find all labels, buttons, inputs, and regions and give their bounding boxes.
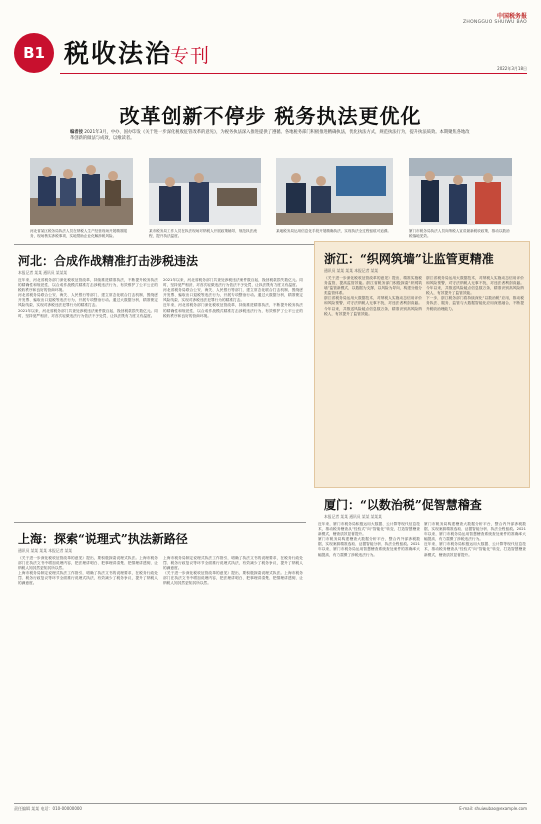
article-paragraph: 《关于进一步深化税收征管改革的意见》提出，要积极探索说理式执法。上海市税务部门在执法文书中增加说理内容，把法理讲明白、把事理讲清楚、把情理讲透彻，让纳税人知其然更知其所以然。 (18, 556, 158, 571)
article-body-shanghai-col2 (163, 556, 303, 796)
editor-note (70, 130, 471, 142)
article-body-hebei-col1 (18, 278, 158, 518)
footer-editor: 责任编辑 某某 电话：010-00000000 (14, 806, 82, 811)
section-title: 税收法治 (64, 39, 173, 68)
article-byline-xiamen: 本报记者 某某 通讯员 某某 某某某 (324, 514, 382, 519)
article-paragraph: 《关于进一步深化税收征管改革的意见》提出，精准实施税务监管，提高监管效能。浙江省税务部门积极探索“织网筑墙”监管新模式，以数据为支撑，以风险为导向，构建分级分类监管体系。 (324, 276, 422, 296)
photo-3 (276, 158, 393, 225)
article-paragraph: 厦门市税务局构建稽查大数据分析平台，整合内外部涉税数据，实现案源精准选取、证据智能分析、执法全程留痕。2021年以来，厦门市税务局运用智慧稽查系统查处案件的准确率大幅提高，有力震慑了涉税违法行为。 (424, 522, 526, 542)
photo-4 (409, 158, 512, 225)
article-byline-hebei: 本报记者 某某 通讯员 某某某 (18, 270, 68, 275)
article-paragraph: 近年来，河北省税务部门深化税收征管改革，持续推进精准执法，不断提升税务执法的精确性和规范性，以合成作战模式精准打击涉税违法行为，有效维护了公平公正的税收秩序和良好的营商环境。 (18, 278, 158, 293)
section-code-badge: B1 (14, 33, 54, 73)
article-paragraph: 《关于进一步深化税收征管改革的意见》提出，要积极探索说理式执法。上海市税务部门在执法文书中增加说理内容，把法理讲明白、把事理讲清楚、把情理讲透彻，让纳税人知其然更知其所以然。 (163, 571, 303, 586)
article-body-xiamen-col1 (318, 522, 420, 798)
article-title-zhejiang: 浙江：“织网筑墙”让监管更精准 (324, 252, 494, 266)
article-body-zhejiang-col1 (324, 276, 422, 480)
article-body-hebei-col2 (163, 278, 303, 518)
article-title-hebei: 河北：合成作战精准打击涉税违法 (18, 254, 199, 268)
footer-email: E-mail: shuiwubao@example.com (459, 806, 527, 811)
article-body-xiamen-col2 (424, 522, 526, 798)
article-paragraph: 近年来，厦门市税务局积极运用大数据、云计算等现代信息技术，推动税务稽查从“经验式”向“智能化”转变，打造智慧稽查新模式，稽查质效显著提升。 (424, 542, 526, 557)
article-title-xiamen: 厦门：“以数治税”促智慧稽查 (324, 498, 482, 512)
article-byline-zhejiang: 通讯员 某某 某某 本报记者 某某 (324, 268, 379, 273)
publication-name-cn: 中国税务报 (496, 13, 527, 20)
article-paragraph: 厦门市税务局构建稽查大数据分析平台，整合内外部涉税数据，实现案源精准选取、证据智能分析、执法全程留痕。2021年以来，厦门市税务局运用智慧稽查系统查处案件的准确率大幅提高，有力震慑了涉税违法行为。 (318, 537, 420, 557)
photo-1 (30, 158, 133, 225)
article-paragraph: 上海市税务局制定说理式执法工作指引，明确了执法文书的说理要求，在税务行政处罚、税务行政复议等环节全面推行说理式执法，有效减少了税务争议，提升了纳税人的满意度。 (163, 556, 303, 571)
article-body-zhejiang-col2 (426, 276, 524, 480)
article-paragraph: 河北省税务局联合公安、海关、人民银行等部门，建立常态化联合打击机制，围绕虚开发票、骗取出口退税等违法行为，开展专项整治行动。通过大数据分析，精准锁定风险线索，实现对涉税违法犯罪行为的精准打击。 (163, 288, 303, 303)
section-subtitle: 专刊 (170, 45, 211, 67)
editor-note-text: 2021年3月，中办、国办印发《关于进一步深化税收征管改革的意见》，为税务执法深入推进提供了遵循。各地税务部门积极推进精确执法，优化执法方式，规范执法行为，提升执法质效。本期聚焦各地改革创新的做法与成效，以飨读者。 (70, 130, 470, 142)
photo-caption-1: 河北省某区税务局执法人员在纳税人生产经营现场开展精准服务，现场核实涉税事项，实地帮助企业化解涉税风险。 (30, 229, 128, 238)
photo-caption-2: 某市税务局工作人员在执法现场对纳税人开展政策辅导，规范执法流程，提升执法温度。 (149, 229, 257, 238)
lead-headline: 改革创新不停步 税务执法更优化 (119, 104, 422, 128)
article-paragraph: 2021年以来，河北省税务部门共查处涉税违法案件数百起，挽回税款损失数亿元。同时，坚持宽严相济，对首次轻微违法行为依法不予处罚，让执法既有力度又有温度。 (163, 278, 303, 288)
publication-name-en: ZHONGGUO SHUIWU BAO (463, 20, 527, 25)
article-paragraph: 近年来，河北省税务部门深化税收征管改革，持续推进精准执法，不断提升税务执法的精确性和规范性，以合成作战模式精准打击涉税违法行为，有效维护了公平公正的税收秩序和良好的营商环境。 (163, 303, 303, 318)
article-body-shanghai-col1 (18, 556, 158, 796)
header-rule (60, 73, 527, 74)
photo-caption-4: 厦门市税务局执法人员向纳税人宣讲最新税收政策，推动以数治税落地见效。 (409, 229, 510, 238)
article-paragraph: 2021年以来，河北省税务部门共查处涉税违法案件数百起，挽回税款损失数亿元。同时，坚持宽严相济，对首次轻微违法行为依法不予处罚，让执法既有力度又有温度。 (18, 308, 158, 318)
article-paragraph: 近年来，厦门市税务局积极运用大数据、云计算等现代信息技术，推动税务稽查从“经验式”向“智能化”转变，打造智慧稽查新模式，稽查质效显著提升。 (318, 522, 420, 537)
editor-note-label: 编者按 (70, 130, 83, 135)
issue-date: 2022年3月18日 (497, 66, 527, 71)
photo-caption-3: 某地税务局运用信息化手段开展精确执法，实现执法全过程留痕可追溯。 (276, 229, 391, 233)
article-paragraph: 上海市税务局制定说理式执法工作指引，明确了执法文书的说理要求，在税务行政处罚、税务行政复议等环节全面推行说理式执法，有效减少了税务争议，提升了纳税人的满意度。 (18, 571, 158, 586)
publication-logo (463, 11, 527, 25)
article-paragraph: 河北省税务局联合公安、海关、人民银行等部门，建立常态化联合打击机制，围绕虚开发票、骗取出口退税等违法行为，开展专项整治行动。通过大数据分析，精准锁定风险线索，实现对涉税违法犯罪行为的精准打击。 (18, 293, 158, 308)
article-paragraph: 浙江省税务局运用大数据技术，对纳税人实施动态信用评价和风险预警，对守法纳税人无事不扰，对违法者利剑高悬。今年以来，共推送风险疑点信息数万条，精准识别高风险纳税人，有效提升了监管效能。 (426, 276, 524, 296)
article-paragraph: 浙江省税务局运用大数据技术，对纳税人实施动态信用评价和风险预警，对守法纳税人无事不扰，对违法者利剑高悬。今年以来，共推送风险疑点信息数万条，精准识别高风险纳税人，有效提升了监管效能。 (324, 296, 422, 316)
article-paragraph: 下一步，浙江税务部门将持续深化“以数治税”应用，推动税务执法、服务、监管与大数据智能化应用深度融合，不断提升税收治理能力。 (426, 296, 524, 311)
article-title-shanghai: 上海：探索“说理式”执法新路径 (18, 532, 188, 546)
footer-rule (14, 803, 527, 804)
photo-2 (149, 158, 261, 225)
article-byline-shanghai: 通讯员 某某 某某 本报记者 某某 (18, 548, 73, 553)
article-divider (14, 522, 306, 523)
